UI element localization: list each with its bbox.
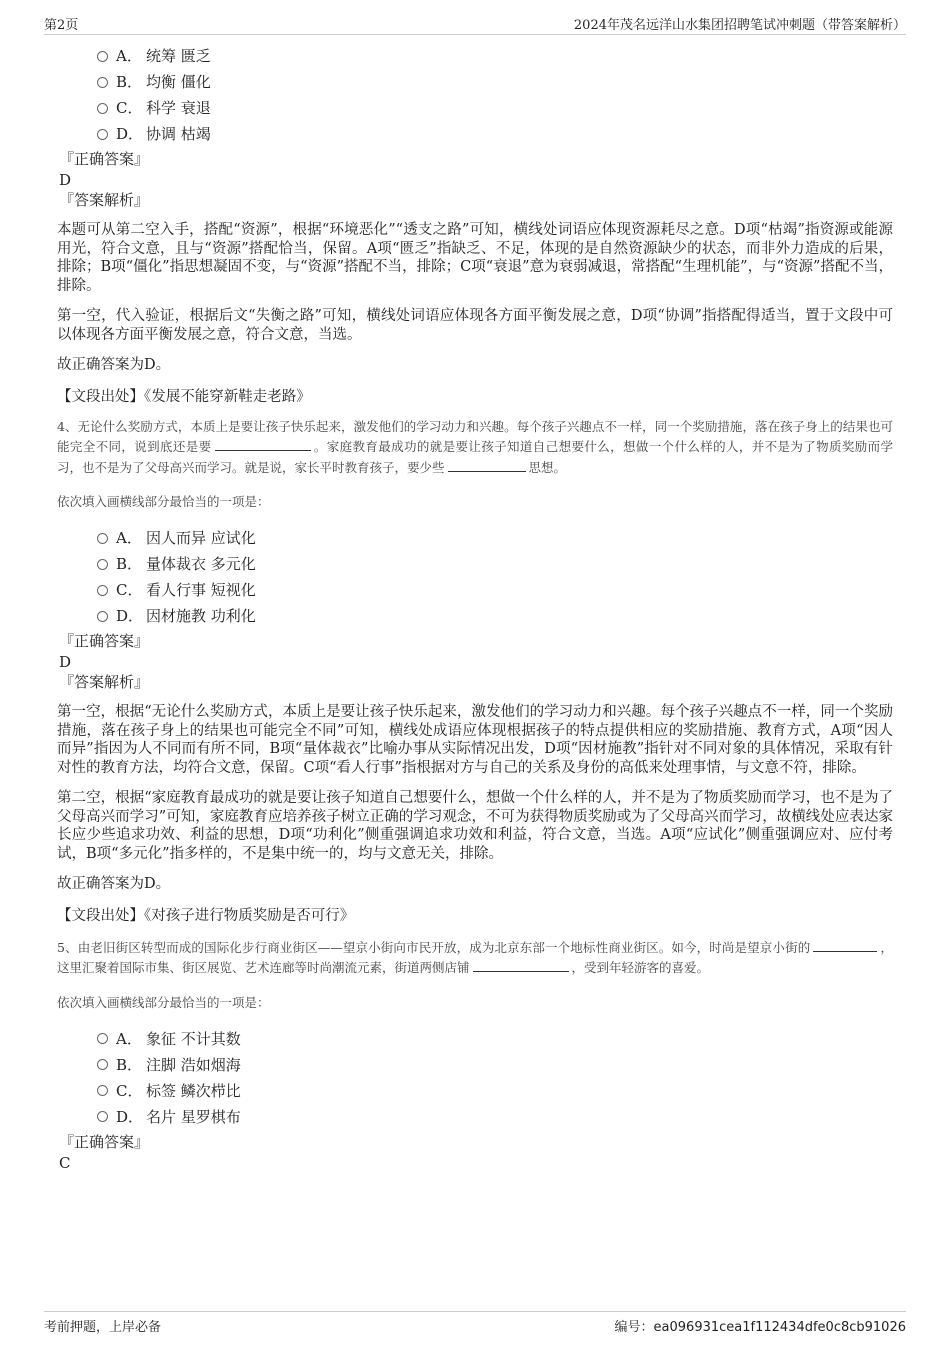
q5-instruction: 依次填入画横线部分最恰当的一项是：: [57, 994, 270, 1010]
q3-option-a[interactable]: A． 统筹 匮乏: [97, 43, 893, 69]
q3-analysis-conclusion: 故正确答案为D。: [57, 357, 171, 373]
q5-option-a[interactable]: A． 象征 不计其数: [97, 1026, 893, 1052]
radio-icon[interactable]: [97, 1085, 108, 1096]
page-header: [44, 14, 906, 35]
answer-blank: [215, 438, 311, 451]
q5-option-c[interactable]: C． 标签 鳞次栉比: [97, 1078, 893, 1104]
radio-icon[interactable]: [97, 585, 108, 596]
q3-option-b[interactable]: B． 均衡 僵化: [97, 69, 893, 95]
q4-answer: D: [59, 653, 72, 671]
radio-icon[interactable]: [97, 1033, 108, 1044]
q4-option-d[interactable]: D． 因材施教 功利化: [97, 603, 893, 629]
answer-blank: [813, 939, 877, 952]
q3-analysis-paragraph: 本题可从第二空入手，搭配“资源”，根据“环境恶化”“透支之路”可知，横线处词语应体现资源耗尽之意。D项“枯竭”指资源或能源用光，符合文意，且与“资源”搭配恰当，保留。A项“匮乏”指缺乏、不足，体现的是自然资源缺少的状态，而非外力造成的后果，排除；B项“僵化”指思想凝固不变，与“资源”搭配不当，排除；C项“衰退”意为衰弱减退，常搭配“生理机能”，与“资源”搭配不当，排除。: [57, 222, 893, 294]
radio-icon[interactable]: [97, 559, 108, 570]
q5-option-b[interactable]: B． 注脚 浩如烟海: [97, 1052, 893, 1078]
q4-analysis-paragraph: 第二空，根据“家庭教育最成功的就是要让孩子知道自己想要什么，想做一个什么样的人，并不是为了物质奖励而学习，也不是为了父母高兴而学习”可知，家庭教育应培养孩子树立正确的学习观念，不可为获得物质奖励或为了父母高兴而学习，故横线处应表达家长应少些追求功效、利益的思想，D项“功利化”侧重强调追求功效和利益，符合文意，当选。A项“应试化”侧重强调应对、应付考试，B项“多元化”指多样的，不是集中统一的，均与文意无关，排除。: [57, 790, 893, 862]
q4-options: [97, 525, 893, 629]
q4-analysis-paragraph: 第一空，根据“无论什么奖励方式，本质上是要让孩子快乐起来，激发他们的学习动力和兴趣。每个孩子兴趣点不一样，同一个奖励措施，落在孩子身上的结果也可能完全不同”可知，横线处成语应体现根据孩子的特点提供相应的奖励措施、教育方式，A项“因人而异”指因为人不同而有所不同，B项“量体裁衣”比喻办事从实际情况出发，D项“因材施教”指针对不同对象的具体情况，采取有针对性的教育方法，均符合文意，保留。C项“看人行事”指根据对方与自己的关系及身份的高低来处理事情，与文意不符，排除。: [57, 704, 893, 776]
page-footer: [44, 1311, 906, 1336]
footer-slogan: 考前押题，上岸必备: [44, 1320, 162, 1335]
radio-icon[interactable]: [97, 1111, 108, 1122]
document-code: 编号：ea096931cea1f112434dfe0c8cb91026: [614, 1320, 906, 1335]
answer-blank: [473, 959, 569, 972]
q3-options: [97, 43, 893, 147]
q3-source: 【文段出处】《发展不能穿新鞋走老路》: [57, 388, 311, 405]
q3-option-d[interactable]: D． 协调 枯竭: [97, 121, 893, 147]
q3-answer-label: 『正确答案』: [59, 150, 150, 168]
q4-source: 【文段出处】《对孩子进行物质奖励是否可行》: [57, 907, 355, 924]
q5-answer: C: [59, 1153, 71, 1172]
document-title: 2024年茂名远洋山水集团招聘笔试冲刺题（带答案解析）: [573, 18, 906, 33]
q5-stem: 5、由老旧街区转型而成的国际化步行商业街区——望京小街向市民开放，成为北京东部一个地标性商业街区。如今，时尚是望京小街的 ，这里汇聚着国际市集、街区展览、艺术连廊等时尚潮流元素，街道两侧店铺 ，受到年轻游客的喜爱。: [57, 939, 893, 975]
answer-blank: [448, 459, 526, 472]
q4-option-a[interactable]: A． 因人而异 应试化: [97, 525, 893, 551]
page-content: [57, 44, 893, 1173]
q5-answer-label: 『正确答案』: [59, 1132, 150, 1151]
q4-analysis-label: 『答案解析』: [59, 673, 150, 691]
radio-icon[interactable]: [97, 533, 108, 544]
q4-answer-label: 『正确答案』: [59, 632, 150, 650]
q5-option-d[interactable]: D． 名片 星罗棋布: [97, 1104, 893, 1130]
radio-icon[interactable]: [97, 103, 108, 114]
radio-icon[interactable]: [97, 51, 108, 62]
radio-icon[interactable]: [97, 77, 108, 88]
q3-option-c[interactable]: C． 科学 衰退: [97, 95, 893, 121]
q3-analysis-label: 『答案解析』: [59, 191, 150, 209]
radio-icon[interactable]: [97, 129, 108, 140]
q4-analysis-conclusion: 故正确答案为D。: [57, 876, 171, 892]
q5-options: [97, 1026, 893, 1130]
q4-option-b[interactable]: B． 量体裁衣 多元化: [97, 551, 893, 577]
q3-analysis-paragraph: 第一空，代入验证，根据后文“失衡之路”可知，横线处词语应体现各方面平衡发展之意，D项“协调”指搭配得适当，置于文段中可以体现各方面平衡发展之意，符合文意，当选。: [57, 308, 893, 343]
q4-instruction: 依次填入画横线部分最恰当的一项是：: [57, 494, 270, 509]
page-number: 第2页: [44, 18, 79, 33]
radio-icon[interactable]: [97, 1059, 108, 1070]
q3-answer: D: [59, 171, 72, 189]
q4-option-c[interactable]: C． 看人行事 短视化: [97, 577, 893, 603]
radio-icon[interactable]: [97, 611, 108, 622]
q4-stem: 4、无论什么奖励方式，本质上是要让孩子快乐起来，激发他们的学习动力和兴趣。每个孩子兴趣点不一样，同一个奖励措施，落在孩子身上的结果也可能完全不同，说到底还是要 。家庭教育最成功的就是要让孩子知道自己想要什么，想做一个什么样的人，并不是为了物质奖励而学习，也不是为了父母高兴而学习。就是说，家长平时教育孩子，要少些 思想。: [57, 418, 893, 475]
